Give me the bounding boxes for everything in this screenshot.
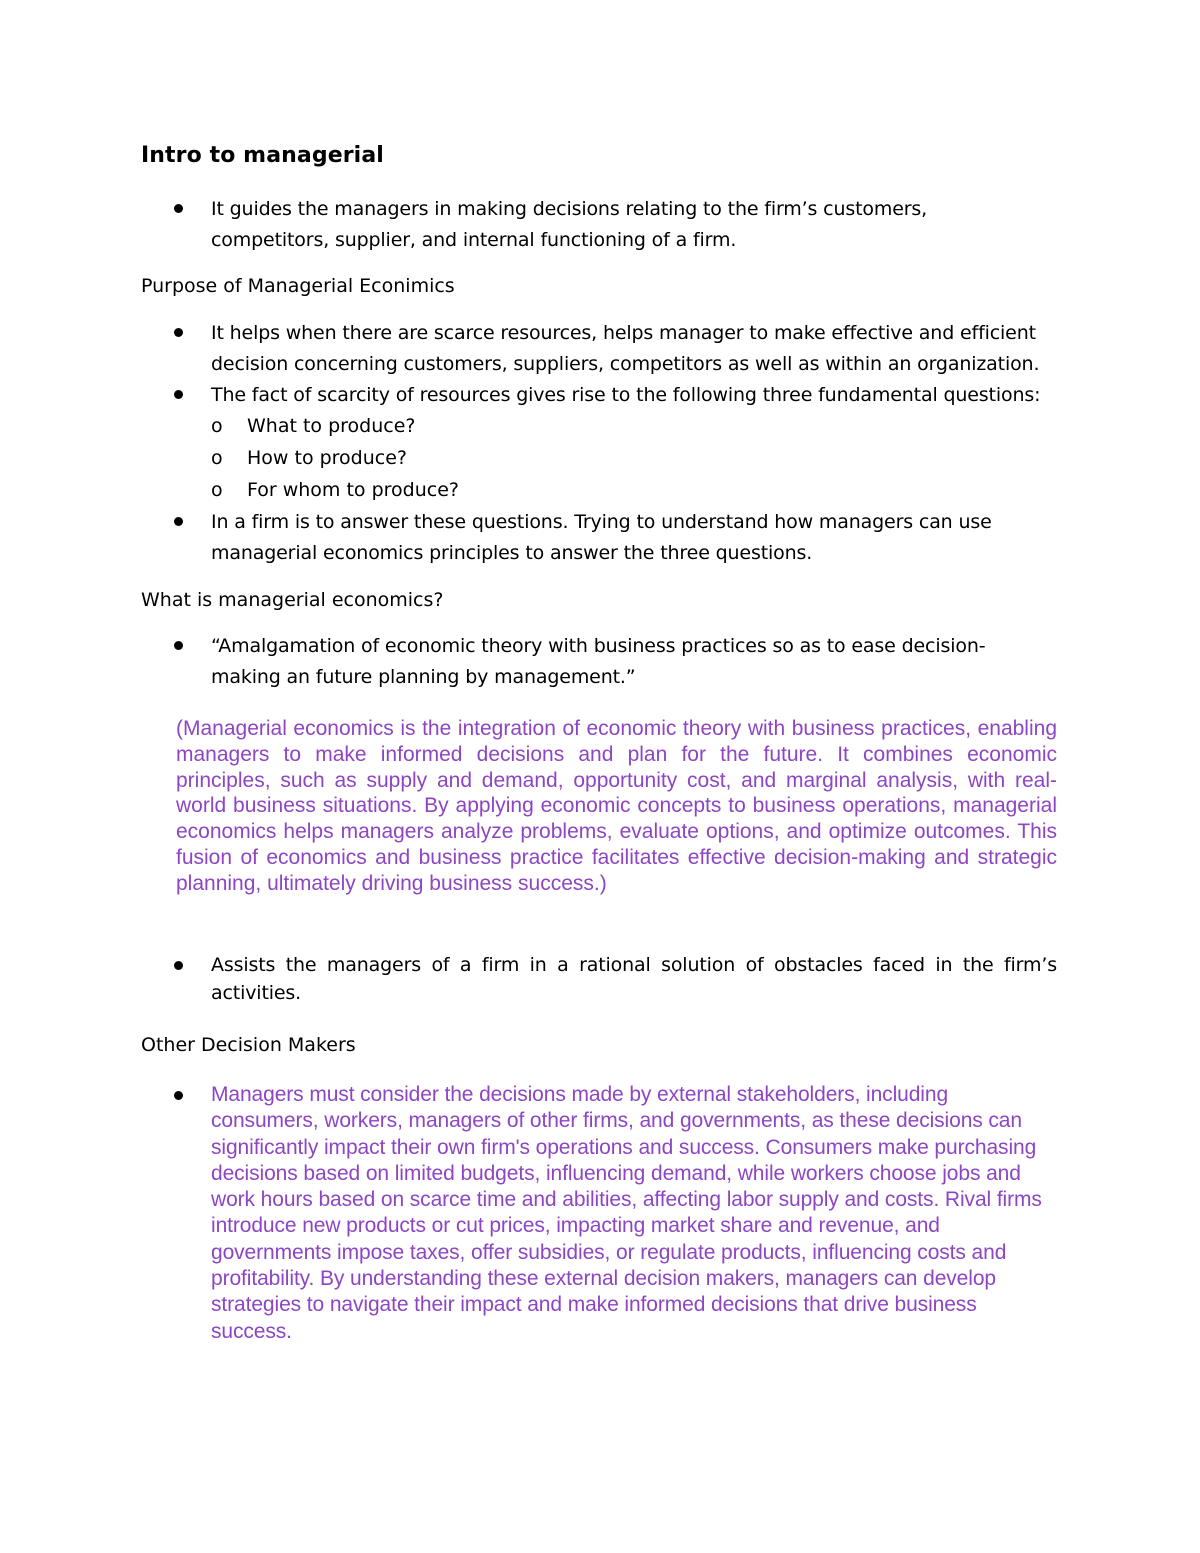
explanation-paragraph: (Managerial economics is the integration of economic theory with business practices, enabling managers to make informed decisions and plan for the future. It combines economic principles, such as supply and demand, opportunity cost, and marginal analysis, with real-world business situations. By applying economic concepts to business operations, managerial economics helps managers analyze problems, evaluate options, and optimize outcomes. This fusion of economics and business practice facilitates effective decision-making and strategic planning, ultimately driving business success.) [176, 717, 1057, 895]
list-item-text: It guides the managers in making decisions relating to the firm’s customers, competitors, supplier, and internal functioning of a firm. [211, 198, 928, 251]
quote-text: “Amalgamation of economic theory with business practices so as to ease decision- making an future planning by management.” [211, 635, 986, 688]
bullet-icon [174, 517, 183, 526]
section-heading-other: Other Decision Makers [141, 1034, 356, 1056]
list-item-text: Assists the managers of a firm in a rational solution of obstacles faced in the firm’s activities. [211, 954, 1057, 1004]
bullet-icon [174, 328, 183, 337]
list-item-text: Managers must consider the decisions made by external stakeholders, including consumers, workers, managers of other firms, and governments, as these decisions can significantly impact their own firm's operations and success. Consumers make purchasing decisions based on limited budgets, influencing demand, while workers choose jobs and work hours based on scarce time and abilities, affecting labor supply and costs. Rival firms introduce new products or cut prices, impacting market share and revenue, and governments impose taxes, offer subsidies, or regulate products, influencing costs and profitability. By understanding these external decision makers, managers can develop strategies to navigate their impact and make informed decisions that drive business success. [211, 1083, 1042, 1343]
sub-list-item-text: What to produce? [247, 415, 416, 437]
bullet-icon [174, 961, 183, 970]
section-heading-purpose: Purpose of Managerial Econimics [141, 275, 455, 297]
sub-bullet-marker: o [211, 479, 223, 501]
bullet-icon [174, 1091, 183, 1100]
list-item-text: It helps when there are scarce resources, helps manager to make effective and efficient decision concerning customers, suppliers, competitors as well as within an organization. [211, 322, 1040, 375]
document-title: Intro to managerial [141, 143, 384, 168]
bullet-icon [174, 390, 183, 399]
section-heading-definition: What is managerial economics? [141, 589, 444, 611]
bullet-icon [174, 641, 183, 650]
list-item-text: In a firm is to answer these questions. Trying to understand how managers can use managerial economics principles to answer the three questions. [211, 511, 992, 564]
sub-bullet-marker: o [211, 447, 223, 469]
bullet-icon [174, 204, 183, 213]
list-item-text: The fact of scarcity of resources gives rise to the following three fundamental questions: [211, 384, 1041, 406]
sub-list-item-text: How to produce? [247, 447, 408, 469]
sub-bullet-marker: o [211, 415, 223, 437]
sub-list-item-text: For whom to produce? [247, 479, 459, 501]
